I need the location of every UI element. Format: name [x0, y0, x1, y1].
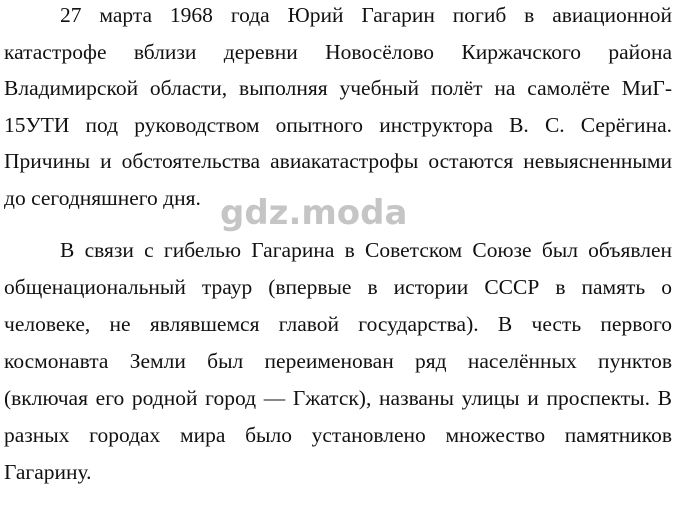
watermark: gdz.moda: [220, 193, 408, 233]
text-line: катастрофе вблизи деревни Новосёлово Киржачского района: [4, 40, 672, 64]
text-line: до сегодняшнего дня.: [4, 186, 201, 210]
text-line: Владимирской области, выполняя учебный полёт на самолёте МиГ-: [4, 76, 672, 100]
text-line: Причины и обстоятельства авиакатастрофы остаются невыясненными: [4, 149, 672, 173]
text-line: человеке, не являвшемся главой государства). В честь первого: [4, 312, 672, 336]
text-line: 27 марта 1968 года Юрий Гагарин погиб в авиационной: [60, 3, 672, 27]
text-line: разных городах мира было установлено множество памятников: [4, 423, 672, 447]
text-line: (включая его родной город — Гжатск), названы улицы и проспекты. В: [4, 386, 672, 410]
text-line: космонавта Земли был переименован ряд населённых пунктов: [4, 349, 672, 373]
text-line: Гагарину.: [4, 460, 92, 484]
text-line: В связи с гибелью Гагарина в Советском Союзе был объявлен: [60, 238, 672, 262]
text-line: 15УТИ под руководством опытного инструктора В. С. Серёгина.: [4, 113, 672, 137]
text-line: общенациональный траур (впервые в истории СССР в память о: [4, 275, 672, 299]
